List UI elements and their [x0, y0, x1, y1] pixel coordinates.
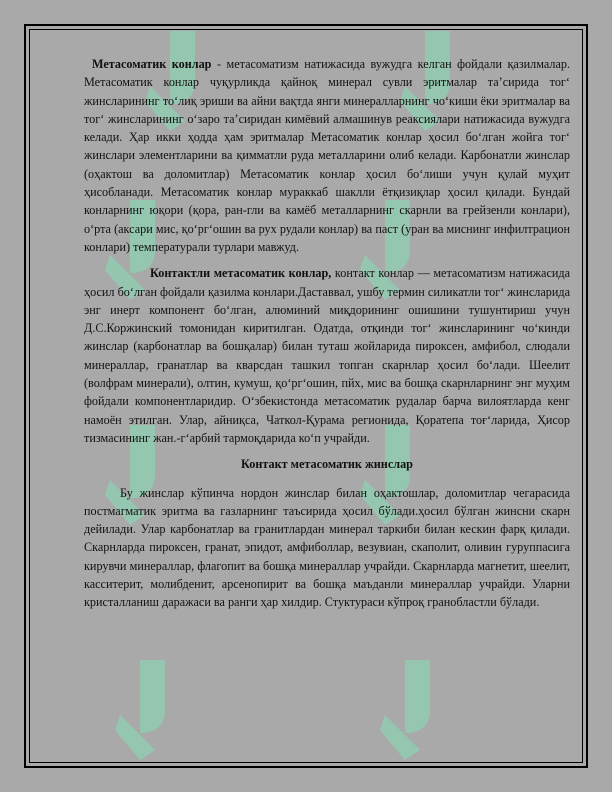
term-contact-metasomatic-deposits: Контактли метасоматик конлар,	[150, 266, 332, 281]
paragraph-contact-metasomatic-rocks: Бу жинслар кўпинча нордон жинслар билан оҳактошлар, доломитлар чегарасида постмагматик эритма ва газларнинг таъсирида ҳосил бўлади.ҳосил бўлган жинсни скарн дейилади. Улар карбонатлар ва гранитлардан минерал таркиби билан кескин фарқ қилади. Скарнларда пироксен, гранат, эпидот, амфиболлар, везувиан, скаполит, оливин гуруппасига кирувчи минераллар, флагопит ва бошқа минераллар учрайди. Скарнларда магнетит, шеелит, касситерит, молибденит, арсенопирит ва бошқа маъданли минераллар учрайди. Уларни кристалланиш даражаси ва ранги ҳар хилдир. Стуктураси кўпроқ гранобластли бўлади.	[84, 485, 570, 610]
paragraph-text: - метасоматизм натижасида вужудга келган фойдали қазилмалар. Метасоматик конлар чуқурликда қайноқ минерал сувли эритмалар та’сирида тог‘ жинсларининг то‘лиқ эриши ва айни вақтда янги минералларнинг чо‘киши ёки эритмалар ва тог‘ жинсларининг о‘заро та’сиридан кимёвий алмашинув реаксиялари натижасида вужудга келади. Ҳар икки ҳодда ҳам эритмалар Метасоматик конлар ҳосил бо‘лган жойга тог‘ жинслари элементларини ва қимматли руда металларини олиб келади. Карбонатли жинслар (оҳактош ва доломитлар) Метасоматик конлар ҳосил бо‘лиши учун қулай муҳит ҳисобланади. Метасоматик конлар мураккаб шаклли ётқизиқлар ҳосил қилади. Бундай конларнинг юқори (қора, ран-гли ва камёб металларнинг скарнли ва грейзенли конлари), о‘рта (аксари мис, қо‘рг‘ошин ва рух рудали конлар) ва паст (уран ва миснинг инфилтрацион конлари) температурали турлари мавжуд.	[84, 57, 571, 254]
section-heading: Контакт метасоматик жинслар	[241, 457, 413, 472]
paragraph-contact-metasomatic-deposits	[84, 264, 570, 447]
term-metasomatic-deposits: Метасоматик конлар	[92, 57, 212, 71]
document-body	[84, 55, 570, 612]
paragraph-metasomatic-deposits	[84, 55, 570, 256]
paragraph-text: контакт конлар — метасоматизм натижасида ҳосил бо‘лган фойдали қазилма конлари.Даставвал, ушбу термин силикатли тог‘ жинсларида энг инерт компонент бо‘лган, алюминий миқдорининг ошишини тушунтириш учун Д.С.Коржинский томонидан киритилган. Одатда, отқинди тог‘ жинсларининг чо‘кинди жинслар (карбонатлар ва бошқалар) билан туташ жойларида пироксен, амфибол, слюдали минераллар, гранатлар ва кварсдан ташкил топган скарнлар ҳосил бо‘лади. Шеелит (волфрам минерали), олтин, кумуш, қо‘рг‘ошин, пйх, мис ва бошқа скарнларнинг энг муҳим фойдали компонентларидир. О‘збекистонда метасоматик рудалар барча вилоятларда кенг намоён этилган. Улар, айниқса, Чаткол-Қурама регионида, Қоратепа тоғ‘ларида, Ҳисор тизмасининг жан.-г‘арбий тармоқдарида ко‘п учрайди.	[84, 266, 570, 445]
